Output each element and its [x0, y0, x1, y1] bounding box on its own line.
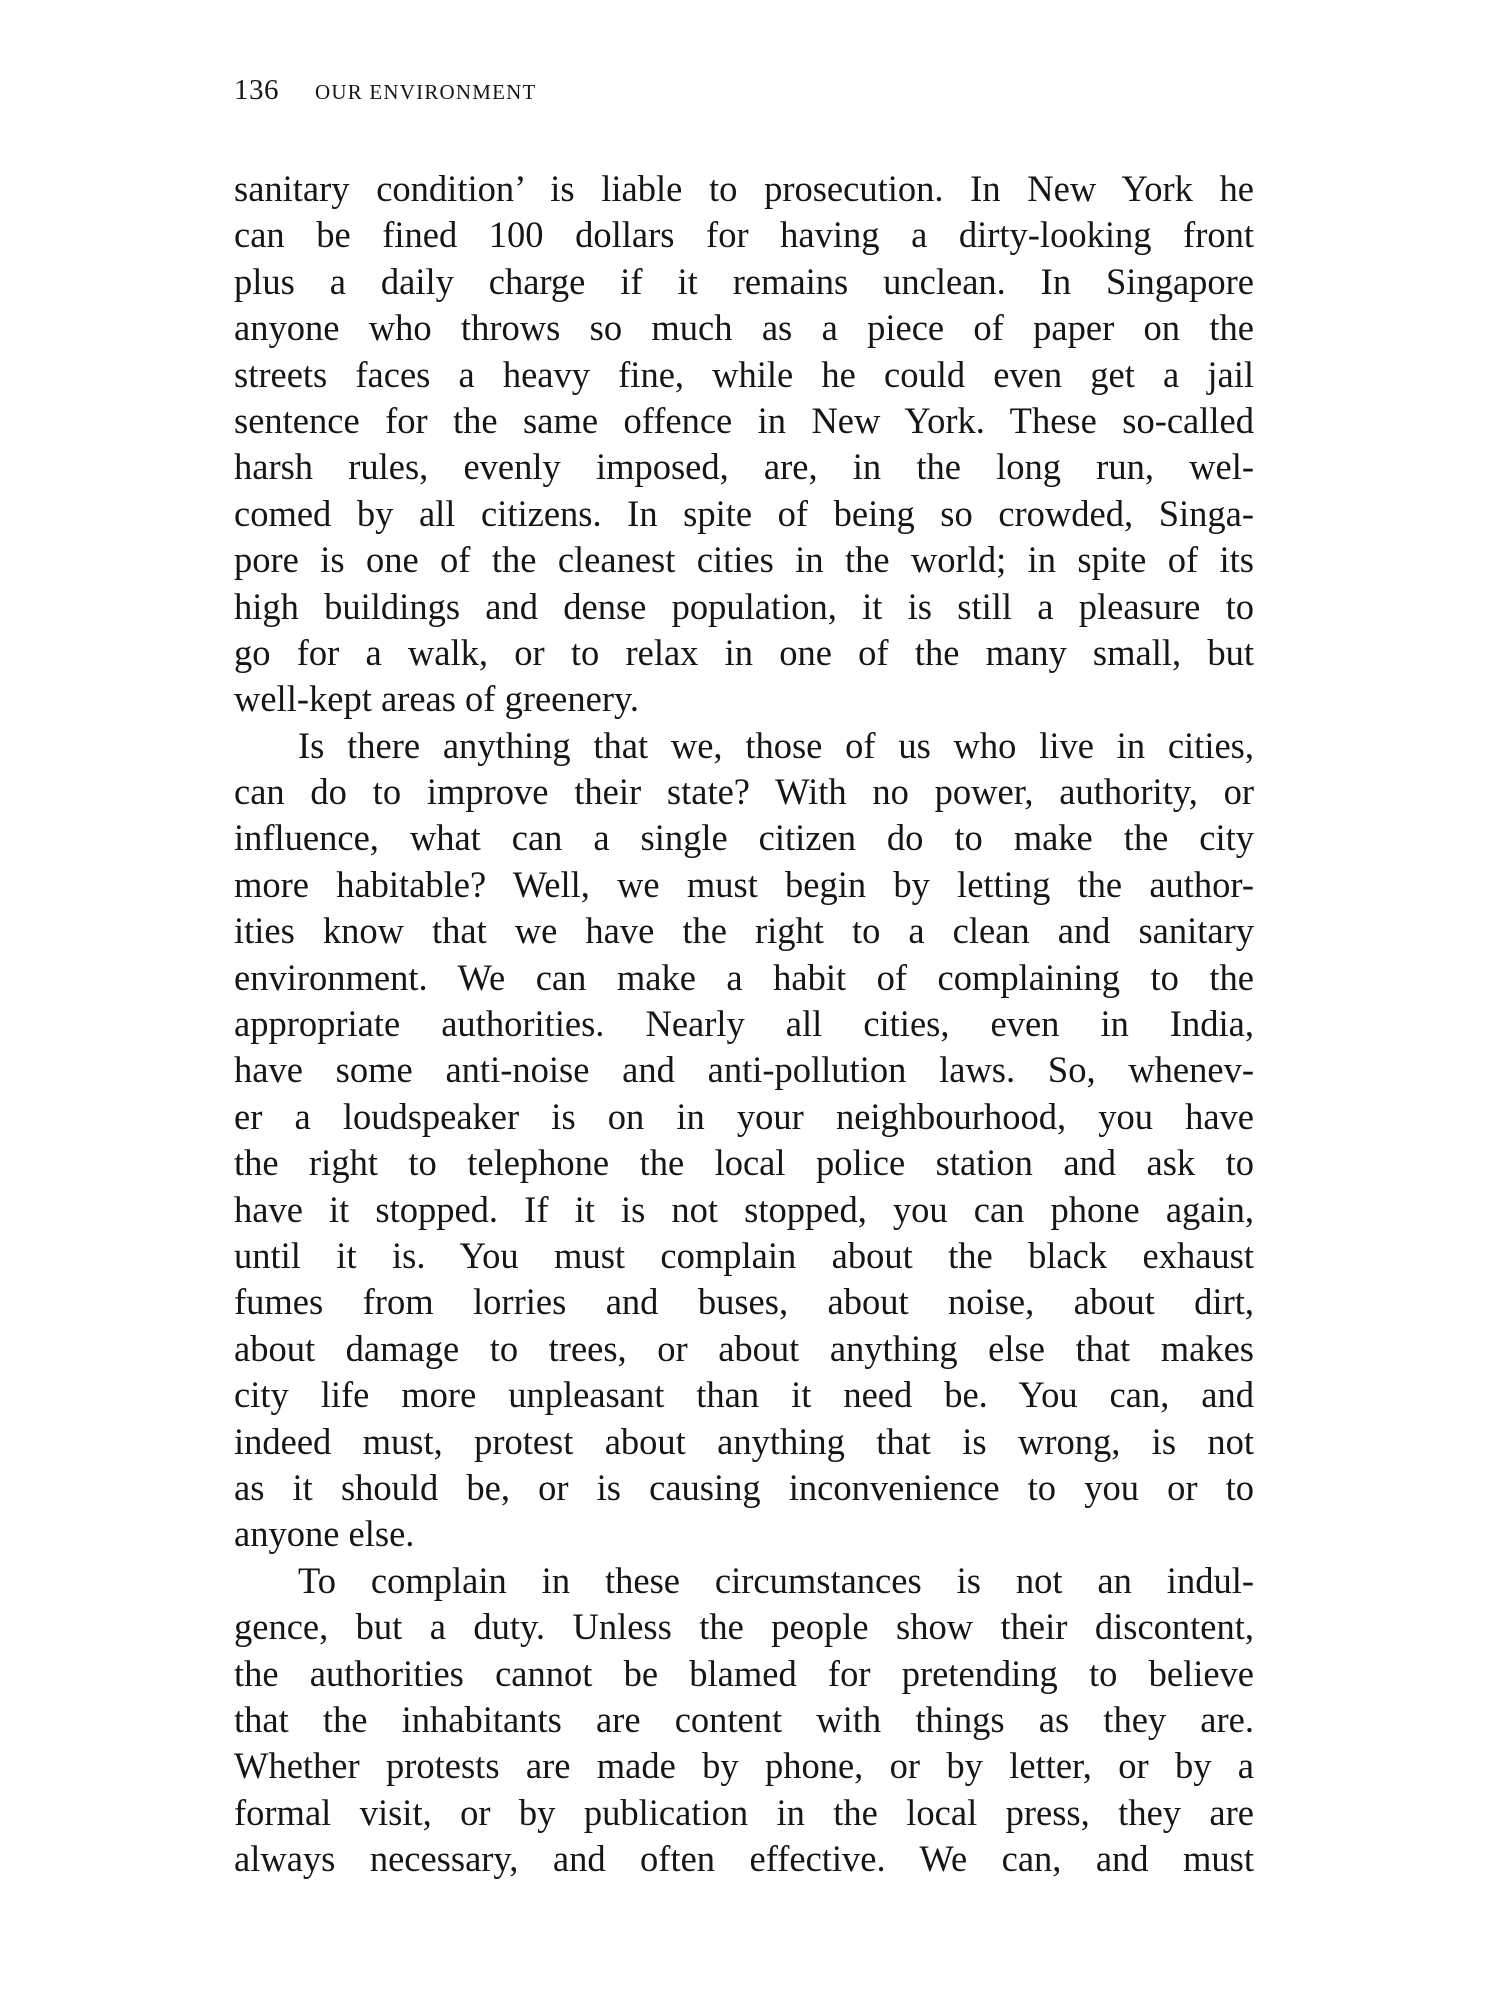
text-line: about damage to trees, or about anything else that makes — [234, 1327, 1254, 1369]
text-line: streets faces a heavy fine, while he could even get a jail — [234, 353, 1254, 395]
text-line: go for a walk, or to relax in one of the many small, but — [234, 631, 1254, 673]
paragraph — [234, 1558, 1254, 1883]
text-line: sentence for the same offence in New York. These so-called — [234, 399, 1254, 441]
text-line: that the inhabitants are content with things as they are. — [234, 1698, 1254, 1740]
text-line: er a loudspeaker is on in your neighbourhood, you have — [234, 1095, 1254, 1137]
text-line: sanitary condition’ is liable to prosecution. In New York he — [234, 168, 1254, 209]
paragraph — [234, 166, 1254, 723]
text-line: well-kept areas of greenery. — [234, 678, 639, 720]
text-line: gence, but a duty. Unless the people show their discontent, — [234, 1606, 1254, 1648]
text-line: more habitable? Well, we must begin by letting the author- — [234, 863, 1254, 905]
text-line: influence, what can a single citizen do to make the city — [234, 817, 1254, 859]
text-line: until it is. You must complain about the black exhaust — [234, 1234, 1254, 1276]
text-line: Whether protests are made by phone, or by letter, or by a — [234, 1745, 1254, 1787]
text-line: have some anti-noise and anti-pollution laws. So, whenev- — [234, 1049, 1254, 1091]
text-line: indeed must, protest about anything that is wrong, is not — [234, 1420, 1254, 1462]
text-line: Is there anything that we, those of us who live in cities, — [298, 724, 1254, 766]
text-line: fumes from lorries and buses, about noise, about dirt, — [234, 1281, 1254, 1323]
paragraph — [234, 723, 1254, 1558]
text-line: environment. We can make a habit of complaining to the — [234, 956, 1254, 998]
text-line: always necessary, and often effective. We can, and must — [234, 1838, 1254, 1880]
text-line: the authorities cannot be blamed for pretending to believe — [234, 1652, 1254, 1694]
text-line: as it should be, or is causing inconvenience to you or to — [234, 1466, 1254, 1508]
running-title: OUR ENVIRONMENT — [315, 80, 537, 104]
body-text — [234, 166, 1254, 1882]
running-head — [234, 74, 537, 107]
text-line: formal visit, or by publication in the local press, they are — [234, 1791, 1254, 1833]
text-line: ities know that we have the right to a clean and sanitary — [234, 910, 1254, 952]
text-line: high buildings and dense population, it is still a pleasure to — [234, 585, 1254, 627]
page-number: 136 — [234, 74, 279, 106]
text-line: can do to improve their state? With no power, authority, or — [234, 771, 1254, 813]
text-line: To complain in these circumstances is not an indul- — [298, 1559, 1254, 1601]
text-line: harsh rules, evenly imposed, are, in the long run, wel- — [234, 446, 1254, 488]
text-line: can be fined 100 dollars for having a dirty-looking front — [234, 214, 1254, 256]
text-line: the right to telephone the local police station and ask to — [234, 1142, 1254, 1184]
text-line: anyone who throws so much as a piece of paper on the — [234, 307, 1254, 349]
text-line: appropriate authorities. Nearly all cities, even in India, — [234, 1003, 1254, 1045]
text-line: anyone else. — [234, 1513, 415, 1555]
text-line: pore is one of the cleanest cities in the world; in spite of its — [234, 539, 1254, 581]
text-line: have it stopped. If it is not stopped, you can phone again, — [234, 1188, 1254, 1230]
text-line: plus a daily charge if it remains unclean. In Singapore — [234, 260, 1254, 302]
text-line: city life more unpleasant than it need be. You can, and — [234, 1374, 1254, 1416]
text-line: comed by all citizens. In spite of being so crowded, Singa- — [234, 492, 1254, 534]
